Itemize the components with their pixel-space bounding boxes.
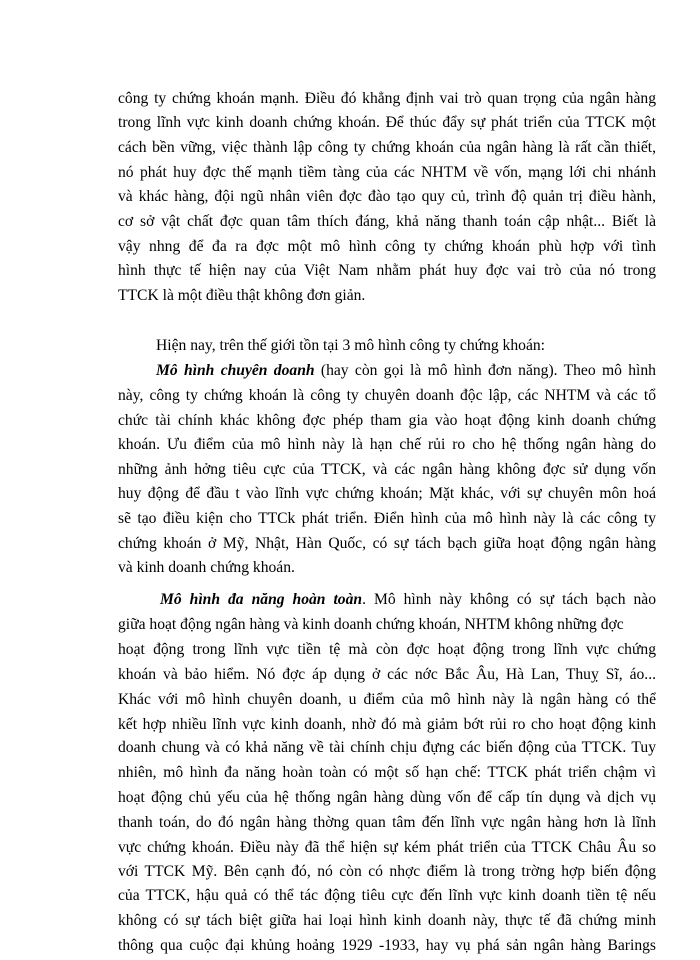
text-line: cách bền vững, việc thành lập công ty chứng khoán của ngân hàng là rất cần thiết, (118, 138, 656, 156)
text-line: chứng khoán ở Mỹ, Nhật, Hàn Quốc, có sự tách bạch giữa hoạt động ngân hàng (118, 535, 656, 552)
text-line: này, công ty chứng khoán là công ty chuyên doanh độc lập, các NHTM và các tổ (118, 387, 656, 404)
text-line: những ảnh hởng tiêu cực của TTCK, và các ngân hàng không đợc sử dụng vốn (118, 460, 656, 478)
text-line: cơ sở vật chất đợc quan tâm thích đáng, khả năng thanh toán cập nhật... Biết là (118, 213, 656, 231)
text-line: hoạt động chủ yếu của hệ thống ngân hàng dùng vốn để cấp tín dụng và dịch vụ (118, 789, 656, 806)
text-line: công ty chứng khoán mạnh. Điều đó khẳng định vai trò quan trọng của ngân hàng (118, 90, 656, 107)
text-line: vậy nhng để đa ra đợc một mô hình công ty chứng khoán phù hợp với tình (118, 238, 656, 255)
text-line: nhiên, mô hình đa năng hoàn toàn có một số hạn chế: TTCK phát triển chậm vì (118, 764, 656, 782)
text-line: nó phát huy đợc thế mạnh tiềm tàng của các NHTM về vốn, mạng lới chi nhánh (118, 163, 656, 181)
text-line: hoạt động trong lĩnh vực tiền tệ mà còn đợc hoạt động trong lĩnh vực chứng (118, 641, 656, 658)
text-line: giữa hoạt động ngân hàng và kinh doanh chứng khoán, NHTM không những đợc (118, 616, 624, 634)
text-line: chức tài chính khác không đợc phép tham gia vào hoạt động kinh doanh chứng (118, 411, 656, 429)
text-line: Khác với mô hình chuyên doanh, u điểm của mô hình này là ngân hàng có thể (118, 690, 656, 708)
model2-heading: Mô hình đa năng hoàn toàn (160, 591, 363, 609)
text-line: doanh chung và có khả năng về tài chính chịu đựng các biến động của TTCK. Tuy (118, 739, 656, 757)
text-line: huy động để đầu t vào lĩnh vực chứng khoán; Mặt khác, với sự chuyên môn hoá (118, 485, 656, 503)
text-line: không có sự tách biệt giữa hai loại hình kinh doanh này, thực tế đã chứng minh (118, 912, 656, 930)
text-line: và kinh doanh chứng khoán. (118, 558, 295, 576)
text-line: và khác hàng, đội ngũ nhân viên đợc đào tạo quy củ, trình độ quản trị điều hành, (118, 188, 656, 206)
text-line: thanh toán, do đó ngân hàng thờng quan tâm đến lĩnh vực ngân hàng hơn là lĩnh (118, 813, 656, 831)
text-line: trong lĩnh vực kinh doanh chứng khoán. Để thúc đẩy sự phát triển của TTCK một (118, 113, 656, 131)
text-line: của TTCK, hậu quả có thể tác động tiêu cực đến lĩnh vực kinh doanh tiền tệ nếu (118, 887, 656, 905)
intro-line: Hiện nay, trên thế giới tồn tại 3 mô hình công ty chứng khoán: (156, 337, 545, 355)
model2-first-line (160, 590, 656, 612)
text-line: khoán và bảo hiểm. Nó đợc áp dụng ở các nớc Bắc Âu, Hà Lan, Thuỵ Sĩ, áo... (118, 665, 656, 683)
text-line: hình thực tế hiện nay của Việt Nam nhằm phát huy đợc vai trò của nó trong (118, 261, 656, 279)
text-line: vực chứng khoán. Điều này đã thể hiện sự kém phát triển của TTCK Châu Âu so (118, 838, 656, 856)
text-line: với TTCK Mỹ. Bên cạnh đó, nó còn có nhợc điểm là trong trờng hợp biến động (118, 862, 656, 880)
text-line: kết hợp nhiều lĩnh vực kinh doanh, nhờ đó mà giảm bớt rủi ro cho hoạt động kinh (118, 715, 656, 733)
text-line: thông qua cuộc đại khủng hoảng 1929 -1933, hay vụ phá sản ngân hàng Barings (118, 937, 656, 954)
text-line: khoán. Ưu điểm của mô hình này là hạn chế rủi ro cho hệ thống ngân hàng do (118, 435, 656, 453)
text-line: TTCK là một điều thật không đơn giản. (118, 286, 366, 304)
model1-heading: Mô hình chuyên doanh (156, 362, 315, 380)
model1-first-line-rest: (hay còn gọi là mô hình đơn năng). Theo mô hình (314, 362, 656, 380)
model2-first-line-rest: . Mô hình này không có sự tách bạch nào (362, 591, 657, 609)
model1-first-line (156, 361, 656, 383)
text-line: sẽ tạo điều kiện cho TTCk phát triển. Điển hình của mô hình này là các công ty (118, 510, 656, 528)
